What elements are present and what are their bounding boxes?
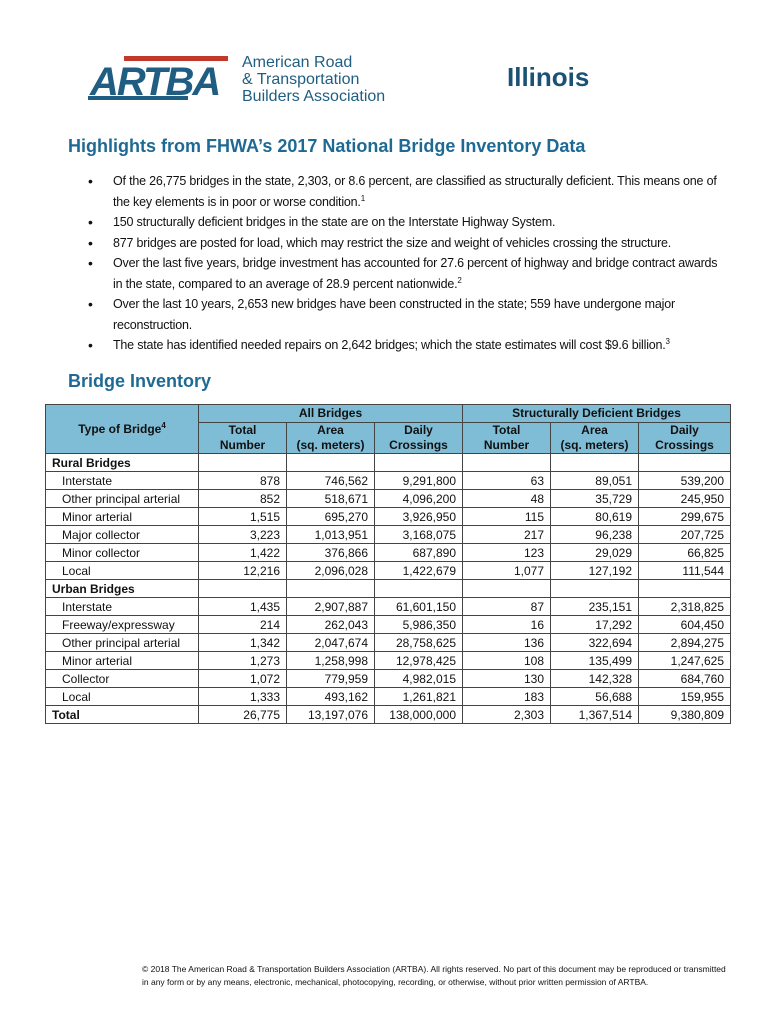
cell-value: 4,982,015 (375, 670, 463, 688)
cell-value (375, 454, 463, 472)
org-line-2: & Transportation (242, 71, 360, 88)
cell-value: 28,758,625 (375, 634, 463, 652)
cell-value (639, 580, 731, 598)
table-row (46, 526, 731, 544)
svg-text:ARTBA: ARTBA (90, 60, 220, 104)
state-title: Illinois (507, 62, 590, 92)
cell-value: 89,051 (551, 472, 639, 490)
footnote-marker: 2 (457, 275, 462, 285)
cell-value: 322,694 (551, 634, 639, 652)
cell-value: 1,261,821 (375, 688, 463, 706)
footnote-marker: 3 (665, 336, 670, 346)
row-label: Major collector (46, 526, 199, 544)
column-header: Total Number (463, 423, 551, 454)
cell-value: 695,270 (287, 508, 375, 526)
cell-value: 3,926,950 (375, 508, 463, 526)
cell-value: 12,216 (199, 562, 287, 580)
highlight-text: Over the last 10 years, 2,653 new bridges have been constructed in the state; 559 have undergone major reconstruction. (113, 297, 675, 332)
table-row (46, 508, 731, 526)
cell-value: 135,499 (551, 652, 639, 670)
page-header (84, 52, 644, 112)
cell-value: 1,422 (199, 544, 287, 562)
column-header: Area (sq. meters) (551, 423, 639, 454)
cell-value (199, 580, 287, 598)
cell-value: 87 (463, 598, 551, 616)
highlight-item (88, 233, 718, 254)
cell-value: 2,303 (463, 706, 551, 724)
cell-value: 80,619 (551, 508, 639, 526)
row-label: Minor arterial (46, 508, 199, 526)
cell-value: 130 (463, 670, 551, 688)
cell-value: 684,760 (639, 670, 731, 688)
row-label: Other principal arterial (46, 634, 199, 652)
group-row (46, 454, 731, 472)
cell-value: 518,671 (287, 490, 375, 508)
bridge-inventory-heading: Bridge Inventory (68, 371, 212, 391)
cell-value: 539,200 (639, 472, 731, 490)
copyright-footer: © 2018 The American Road & Transportation Builders Association (ARTBA). All rights reserved. No part of this document may be reproduced or transmitted in any form or by any means, electronic, mechanical, photocopying, recording, or otherwise, without prior written permission of ARTBA. (142, 964, 726, 987)
cell-value: 108 (463, 652, 551, 670)
cell-value: 111,544 (639, 562, 731, 580)
cell-value: 29,029 (551, 544, 639, 562)
cell-value: 852 (199, 490, 287, 508)
highlight-item (88, 335, 718, 356)
table-row (46, 472, 731, 490)
table-row (46, 490, 731, 508)
org-line-3: Builders Association (242, 88, 386, 105)
footnote-marker: 1 (360, 193, 365, 203)
table-row (46, 616, 731, 634)
highlight-text: Of the 26,775 bridges in the state, 2,303, or 8.6 percent, are classified as structurally deficient. This means one of the key elements is in poor or worse condition. (113, 174, 717, 209)
table-row (46, 562, 731, 580)
cell-value: 2,318,825 (639, 598, 731, 616)
column-header: Total Number (199, 423, 287, 454)
cell-value: 604,450 (639, 616, 731, 634)
cell-value: 1,367,514 (551, 706, 639, 724)
highlight-text: Over the last five years, bridge investment has accounted for 27.6 percent of highway and bridge contract awards in the state, compared to an average of 28.9 percent nationwide. (113, 256, 718, 291)
highlights-list (88, 171, 718, 356)
all-bridges-header: All Bridges (199, 405, 463, 423)
row-label: Local (46, 562, 199, 580)
row-label: Freeway/expressway (46, 616, 199, 634)
row-label: Rural Bridges (46, 454, 199, 472)
organization-name (242, 54, 385, 105)
row-label: Local (46, 688, 199, 706)
cell-value: 299,675 (639, 508, 731, 526)
cell-value: 2,907,887 (287, 598, 375, 616)
cell-value: 1,422,679 (375, 562, 463, 580)
row-label: Total (46, 706, 199, 724)
cell-value: 17,292 (551, 616, 639, 634)
table-row (46, 670, 731, 688)
column-header: Daily Crossings (375, 423, 463, 454)
cell-value: 9,380,809 (639, 706, 731, 724)
group-row (46, 580, 731, 598)
column-header: Area (sq. meters) (287, 423, 375, 454)
cell-value (375, 580, 463, 598)
cell-value: 687,890 (375, 544, 463, 562)
cell-value: 142,328 (551, 670, 639, 688)
cell-value (287, 454, 375, 472)
cell-value: 1,435 (199, 598, 287, 616)
row-label: Other principal arterial (46, 490, 199, 508)
cell-value: 2,894,275 (639, 634, 731, 652)
cell-value: 13,197,076 (287, 706, 375, 724)
cell-value: 63 (463, 472, 551, 490)
highlight-text: The state has identified needed repairs on 2,642 bridges; which the state estimates will cost $9.6 billion. (113, 338, 666, 352)
artba-logo-icon (84, 52, 232, 104)
highlight-item (88, 294, 718, 335)
highlight-text: 150 structurally deficient bridges in the state are on the Interstate Highway System. (113, 215, 556, 229)
row-label: Interstate (46, 472, 199, 490)
row-label: Urban Bridges (46, 580, 199, 598)
cell-value: 235,151 (551, 598, 639, 616)
cell-value: 207,725 (639, 526, 731, 544)
cell-value: 136 (463, 634, 551, 652)
cell-value: 1,273 (199, 652, 287, 670)
cell-value: 9,291,800 (375, 472, 463, 490)
cell-value: 779,959 (287, 670, 375, 688)
structurally-deficient-header: Structurally Deficient Bridges (463, 405, 731, 423)
type-of-bridge-header: Type of Bridge$^4$ (46, 405, 199, 454)
cell-value: 138,000,000 (375, 706, 463, 724)
cell-value: 127,192 (551, 562, 639, 580)
highlight-item (88, 212, 718, 233)
cell-value: 115 (463, 508, 551, 526)
bridge-inventory-table (45, 404, 731, 724)
cell-value: 56,688 (551, 688, 639, 706)
table-row (46, 544, 731, 562)
cell-value: 1,342 (199, 634, 287, 652)
table-row (46, 688, 731, 706)
cell-value: 183 (463, 688, 551, 706)
table-row (46, 598, 731, 616)
table-row (46, 634, 731, 652)
cell-value: 2,047,674 (287, 634, 375, 652)
row-label: Minor collector (46, 544, 199, 562)
cell-value: 159,955 (639, 688, 731, 706)
cell-value: 878 (199, 472, 287, 490)
highlight-item (88, 171, 718, 212)
cell-value (463, 454, 551, 472)
cell-value: 3,223 (199, 526, 287, 544)
cell-value: 1,515 (199, 508, 287, 526)
total-row (46, 706, 731, 724)
cell-value: 2,096,028 (287, 562, 375, 580)
cell-value (551, 454, 639, 472)
cell-value: 214 (199, 616, 287, 634)
cell-value: 217 (463, 526, 551, 544)
cell-value: 1,077 (463, 562, 551, 580)
cell-value (199, 454, 287, 472)
cell-value: 4,096,200 (375, 490, 463, 508)
row-label: Minor arterial (46, 652, 199, 670)
cell-value: 1,072 (199, 670, 287, 688)
cell-value: 746,562 (287, 472, 375, 490)
cell-value: 61,601,150 (375, 598, 463, 616)
cell-value: 26,775 (199, 706, 287, 724)
cell-value (287, 580, 375, 598)
cell-value: 493,162 (287, 688, 375, 706)
cell-value: 262,043 (287, 616, 375, 634)
highlights-heading: Highlights from FHWA’s 2017 National Bridge Inventory Data (68, 136, 586, 156)
cell-value (551, 580, 639, 598)
column-header: Daily Crossings (639, 423, 731, 454)
cell-value: 5,986,350 (375, 616, 463, 634)
cell-value: 1,333 (199, 688, 287, 706)
highlight-text: 877 bridges are posted for load, which may restrict the size and weight of vehicles crossing the structure. (113, 235, 672, 250)
cell-value (463, 580, 551, 598)
cell-value: 245,950 (639, 490, 731, 508)
cell-value: 48 (463, 490, 551, 508)
table-row (46, 652, 731, 670)
cell-value: 1,258,998 (287, 652, 375, 670)
cell-value (639, 454, 731, 472)
org-line-1: American Road (242, 54, 353, 71)
row-label: Collector (46, 670, 199, 688)
cell-value: 1,013,951 (287, 526, 375, 544)
cell-value: 12,978,425 (375, 652, 463, 670)
cell-value: 376,866 (287, 544, 375, 562)
cell-value: 1,247,625 (639, 652, 731, 670)
cell-value: 35,729 (551, 490, 639, 508)
cell-value: 66,825 (639, 544, 731, 562)
cell-value: 3,168,075 (375, 526, 463, 544)
cell-value: 96,238 (551, 526, 639, 544)
cell-value: 16 (463, 616, 551, 634)
cell-value: 123 (463, 544, 551, 562)
row-label: Interstate (46, 598, 199, 616)
highlight-item (88, 253, 718, 294)
